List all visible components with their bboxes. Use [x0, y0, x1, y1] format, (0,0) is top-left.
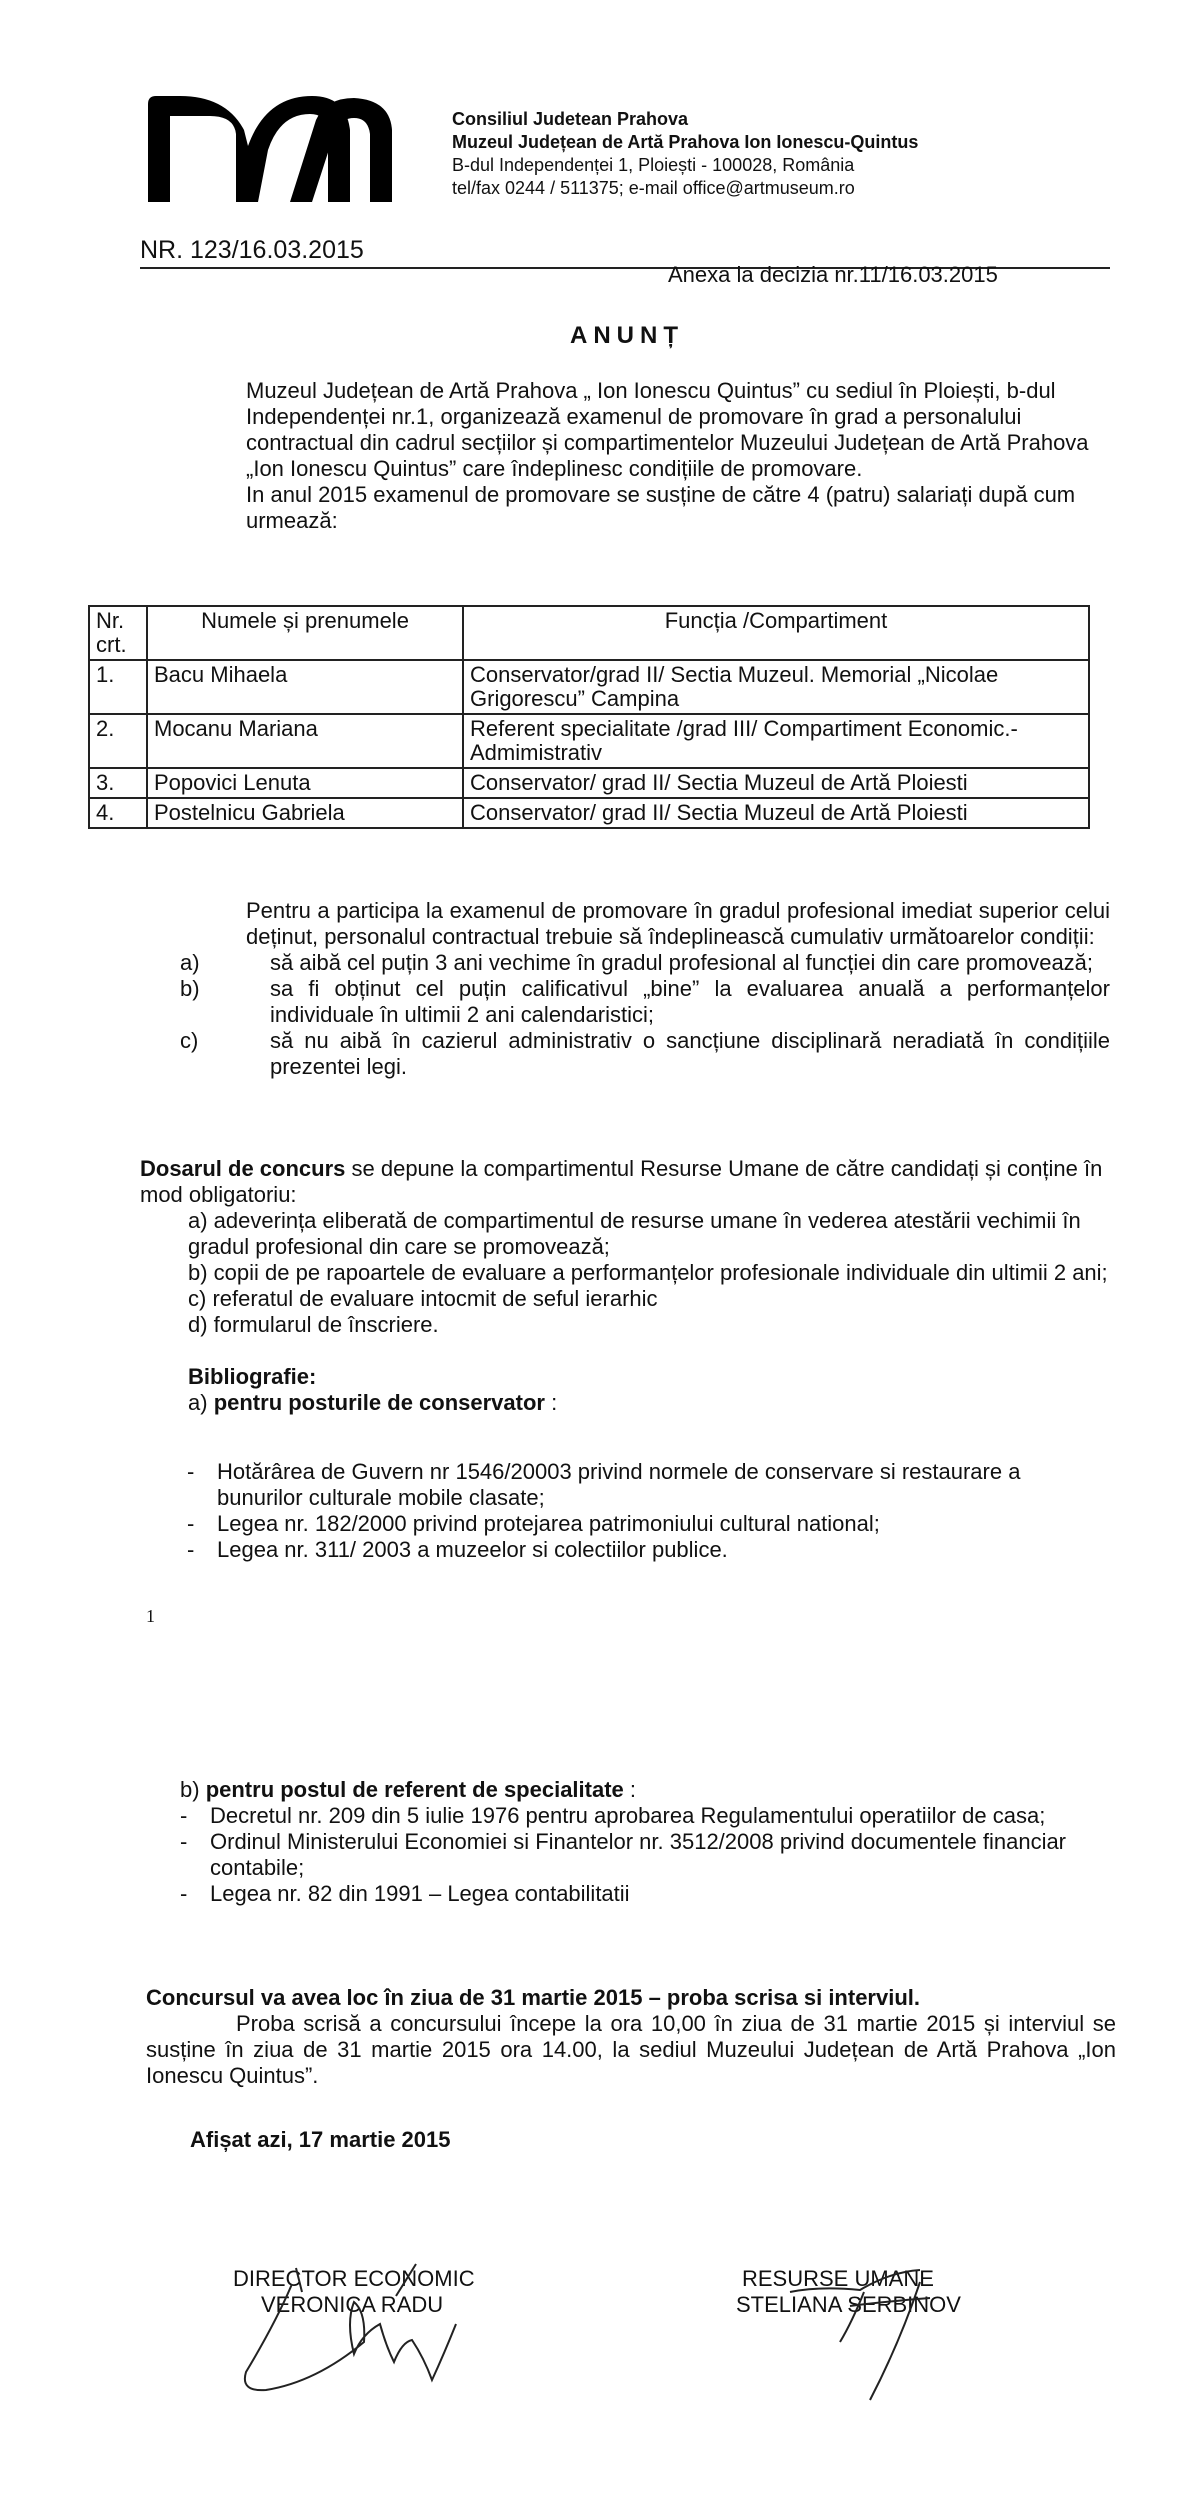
list-item: [180, 1881, 1110, 1907]
cell-function: Conservator/ grad II/ Sectia Muzeul de Artă Ploiesti: [463, 768, 1089, 798]
cell-name: Bacu Mihaela: [147, 660, 463, 714]
exam-schedule-section: [146, 1985, 1116, 2089]
list-item-text: Legea nr. 311/ 2003 a muzeelor si colectiilor publice.: [217, 1537, 728, 1562]
conditions-intro: Pentru a participa la examenul de promovare în gradul profesional imediat superior celui deținut, personalul contractual trebuie să îndeplinească cumulativ următoarelor condiții:: [246, 898, 1110, 949]
list-dash: -: [187, 1459, 195, 1484]
list-dash: -: [180, 1829, 188, 1854]
table-row: [89, 798, 1089, 828]
handwritten-signature-right: [780, 2262, 970, 2402]
condition-text: să nu aibă în cazierul administrativ o sancțiune disciplinară neradiată în condițiile prezentei legi.: [270, 1028, 1110, 1079]
museum-logo: [140, 90, 400, 205]
signature-right-role: RESURSE UMANE: [742, 2266, 934, 2291]
dossier-item: c) referatul de evaluare intocmit de seful ierarhic: [188, 1286, 658, 1311]
annex-reference: Anexa la decizia nr.11/16.03.2015: [668, 262, 998, 287]
cell-function: Conservator/ grad II/ Sectia Muzeul de Artă Ploiesti: [463, 798, 1089, 828]
table-row: [89, 714, 1089, 768]
cell-nr: 1.: [89, 660, 147, 714]
org-address: B-dul Independenței 1, Ploiești - 100028, România: [452, 155, 855, 175]
signature-left-role: DIRECTOR ECONOMIC: [233, 2266, 475, 2291]
dossier-item: d) formularul de înscriere.: [188, 1312, 439, 1337]
condition-item: [140, 1028, 1110, 1080]
list-dash: -: [180, 1803, 188, 1828]
dossier-lead: Dosarul de concurs: [140, 1156, 346, 1181]
exam-heading: Concursul va avea loc în ziua de 31 martie 2015 – proba scrisa si interviul.: [146, 1985, 921, 2010]
condition-text: sa fi obținut cel puțin calificativul „bine” la evaluarea anuală a performanțelor individuale în ultimii 2 ani calendaristici;: [270, 976, 1110, 1027]
bibliography-a-colon: :: [544, 1390, 558, 1415]
bibliography-a-list: [187, 1459, 1107, 1563]
bibliography-a-title: pentru posturile de conservator: [213, 1390, 545, 1415]
bibliography-a-letter: a): [188, 1390, 208, 1415]
list-item-text: Decretul nr. 209 din 5 iulie 1976 pentru aprobarea Regulamentului operatiilor de casa;: [210, 1803, 1046, 1828]
posting-date: Afișat azi, 17 martie 2015: [190, 2127, 451, 2152]
list-dash: -: [187, 1537, 195, 1562]
registration-number: NR. 123/16.03.2015: [140, 236, 364, 264]
bibliography-b-letter: b): [180, 1777, 200, 1802]
list-item: [180, 1829, 1110, 1881]
bibliography-b-heading: [180, 1777, 1110, 1803]
list-item: [180, 1803, 1110, 1829]
dossier-section: [140, 1156, 1110, 1416]
page-number: 1: [146, 1606, 155, 1626]
bibliography-a-heading: [140, 1390, 1110, 1416]
cell-nr: 2.: [89, 714, 147, 768]
organization-header: [452, 108, 918, 200]
list-item-text: Legea nr. 82 din 1991 – Legea contabilitatii: [210, 1881, 630, 1906]
handwritten-signature-left: [236, 2262, 526, 2412]
intro-paragraph-2: In anul 2015 examenul de promovare se susține de către 4 (patru) salariați după cum urmează:: [246, 482, 1076, 533]
list-item-text: Ordinul Ministerului Economiei si Finantelor nr. 3512/2008 privind documentele financiar contabile;: [210, 1829, 1067, 1880]
signature-right-name: STELIANA SERBINOV: [736, 2292, 961, 2317]
cell-function: Referent specialitate /grad III/ Compartiment Economic.-Admimistrativ: [463, 714, 1089, 768]
dossier-item: a) adeverința eliberată de compartimentul de resurse umane în vederea atestării vechimii în gradul profesional din care se promovează;: [188, 1208, 1081, 1259]
document-title: ANUNȚ: [570, 322, 684, 349]
condition-item: [140, 976, 1110, 1028]
conditions-section: [140, 898, 1110, 1080]
intro-paragraph-1: [140, 378, 1110, 482]
intro-text: [140, 378, 1110, 534]
cell-function: Conservator/grad II/ Sectia Muzeul. Memorial „Nicolae Grigorescu” Campina: [463, 660, 1089, 714]
exam-details: Proba scrisă a concursului începe la ora 10,00 în ziua de 31 martie 2015 și interviul se susține în ziua de 31 martie 2015 ora 14.00, la sediul Muzeului Județean de Artă Prahova „Ion Ionescu Quintus”.: [146, 2011, 1116, 2088]
table-row: [89, 768, 1089, 798]
cell-name: Mocanu Mariana: [147, 714, 463, 768]
condition-text: să aibă cel puțin 3 ani vechime în gradul profesional al funcției din care promovează;: [270, 950, 1094, 975]
condition-letter: a): [180, 950, 200, 975]
bibliography-b-title: pentru postul de referent de specialitate: [205, 1777, 624, 1802]
bibliography-b-section: [180, 1777, 1110, 1907]
intro-p1-text: Muzeul Județean de Artă Prahova „ Ion Ionescu Quintus” cu sediul în Ploiești, b-dul Independenței nr.1, organizează examenul de promovare în grad a personalului contractual din cadrul secțiilor și compartimentelor Muzeului Județean de Artă Prahova „Ion Ionescu Quintus” care îndeplinesc condițiile de promovare.: [246, 378, 1089, 481]
condition-letter: b): [180, 976, 200, 1001]
bibliography-title: Bibliografie:: [188, 1364, 317, 1389]
list-item-text: Legea nr. 182/2000 privind protejarea patrimoniului cultural national;: [217, 1511, 880, 1536]
header-function: Funcția /Compartiment: [463, 606, 1089, 660]
list-item: [187, 1537, 1107, 1563]
org-council: Consiliul Judetean Prahova: [452, 109, 689, 129]
cell-nr: 3.: [89, 768, 147, 798]
employees-table: [88, 605, 1090, 829]
list-item: [187, 1511, 1107, 1537]
cell-name: Popovici Lenuta: [147, 768, 463, 798]
list-item: [187, 1459, 1107, 1511]
dossier-intro: [140, 1156, 1110, 1208]
dossier-item: b) copii de pe rapoartele de evaluare a performanțelor profesionale individuale din ultimii 2 ani;: [188, 1260, 1108, 1285]
bibliography-b-colon: :: [623, 1777, 637, 1802]
cell-name: Postelnicu Gabriela: [147, 798, 463, 828]
list-dash: -: [180, 1881, 188, 1906]
list-item-text: Hotărârea de Guvern nr 1546/20003 privind normele de conservare si restaurare a bunurilor culturale mobile clasate;: [217, 1459, 1021, 1510]
header-name: Numele și prenumele: [147, 606, 463, 660]
table-row: [89, 660, 1089, 714]
table-header-row: [89, 606, 1089, 660]
list-dash: -: [187, 1511, 195, 1536]
condition-item: [140, 950, 1110, 976]
dossier-text: se depune la compartimentul Resurse Umane de către candidați și conține în mod obligatoriu:: [140, 1156, 1103, 1207]
cell-nr: 4.: [89, 798, 147, 828]
signature-left-name: VERONICA RADU: [261, 2292, 444, 2317]
org-museum: Muzeul Județean de Artă Prahova Ion Ionescu-Quintus: [452, 132, 919, 152]
org-contact: tel/fax 0244 / 511375; e-mail office@artmuseum.ro: [452, 178, 855, 198]
header-nr: Nr. crt.: [89, 606, 147, 660]
condition-letter: c): [180, 1028, 199, 1053]
